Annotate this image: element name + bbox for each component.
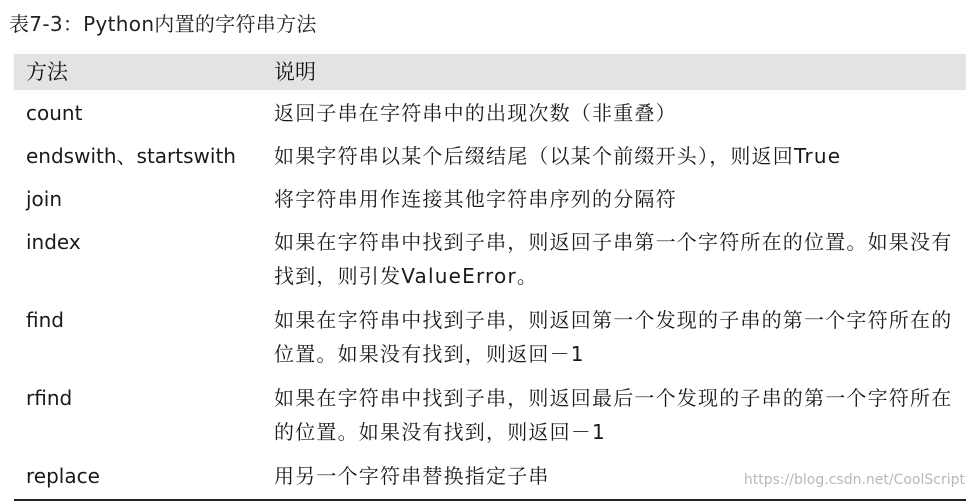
method-description: 如果在字符串中找到子串，则返回最后一个发现的子串的第一个字符所在的位置。如果没有找到，则返回－1	[274, 386, 953, 444]
table-caption: 表7-3：Python内置的字符串方法	[9, 12, 317, 36]
table-row	[14, 219, 966, 297]
watermark: https://blog.csdn.net/CoolScript	[743, 472, 965, 488]
method-name: find	[26, 308, 64, 332]
table-row	[14, 90, 966, 133]
method-description: 用另一个字符串替换指定子串	[274, 464, 550, 488]
table-row	[14, 133, 966, 176]
column-header-method: 方法	[26, 60, 68, 84]
table-row	[14, 375, 966, 453]
method-description: 返回子串在字符串中的出现次数（非重叠）	[274, 101, 677, 125]
method-description: 如果字符串以某个后缀结尾（以某个前缀开头），则返回True	[274, 144, 842, 168]
method-name: endswith、startswith	[26, 144, 236, 168]
table-header-row	[14, 54, 966, 90]
method-name: join	[26, 187, 63, 211]
table-row	[14, 297, 966, 375]
method-name: count	[26, 101, 83, 125]
method-description: 如果在字符串中找到子串，则返回子串第一个字符所在的位置。如果没有找到，则引发ValueError。	[274, 230, 953, 288]
method-description: 将字符串用作连接其他字符串序列的分隔符	[274, 187, 677, 211]
method-name: rfind	[26, 386, 73, 410]
method-description: 如果在字符串中找到子串，则返回第一个发现的子串的第一个字符所在的位置。如果没有找到，则返回－1	[274, 308, 953, 366]
string-methods-table	[14, 54, 966, 495]
table-row	[14, 176, 966, 219]
method-name: replace	[26, 464, 100, 488]
table-bottom-rule	[14, 499, 966, 501]
column-header-description: 说明	[274, 60, 316, 84]
method-name: index	[26, 230, 81, 254]
